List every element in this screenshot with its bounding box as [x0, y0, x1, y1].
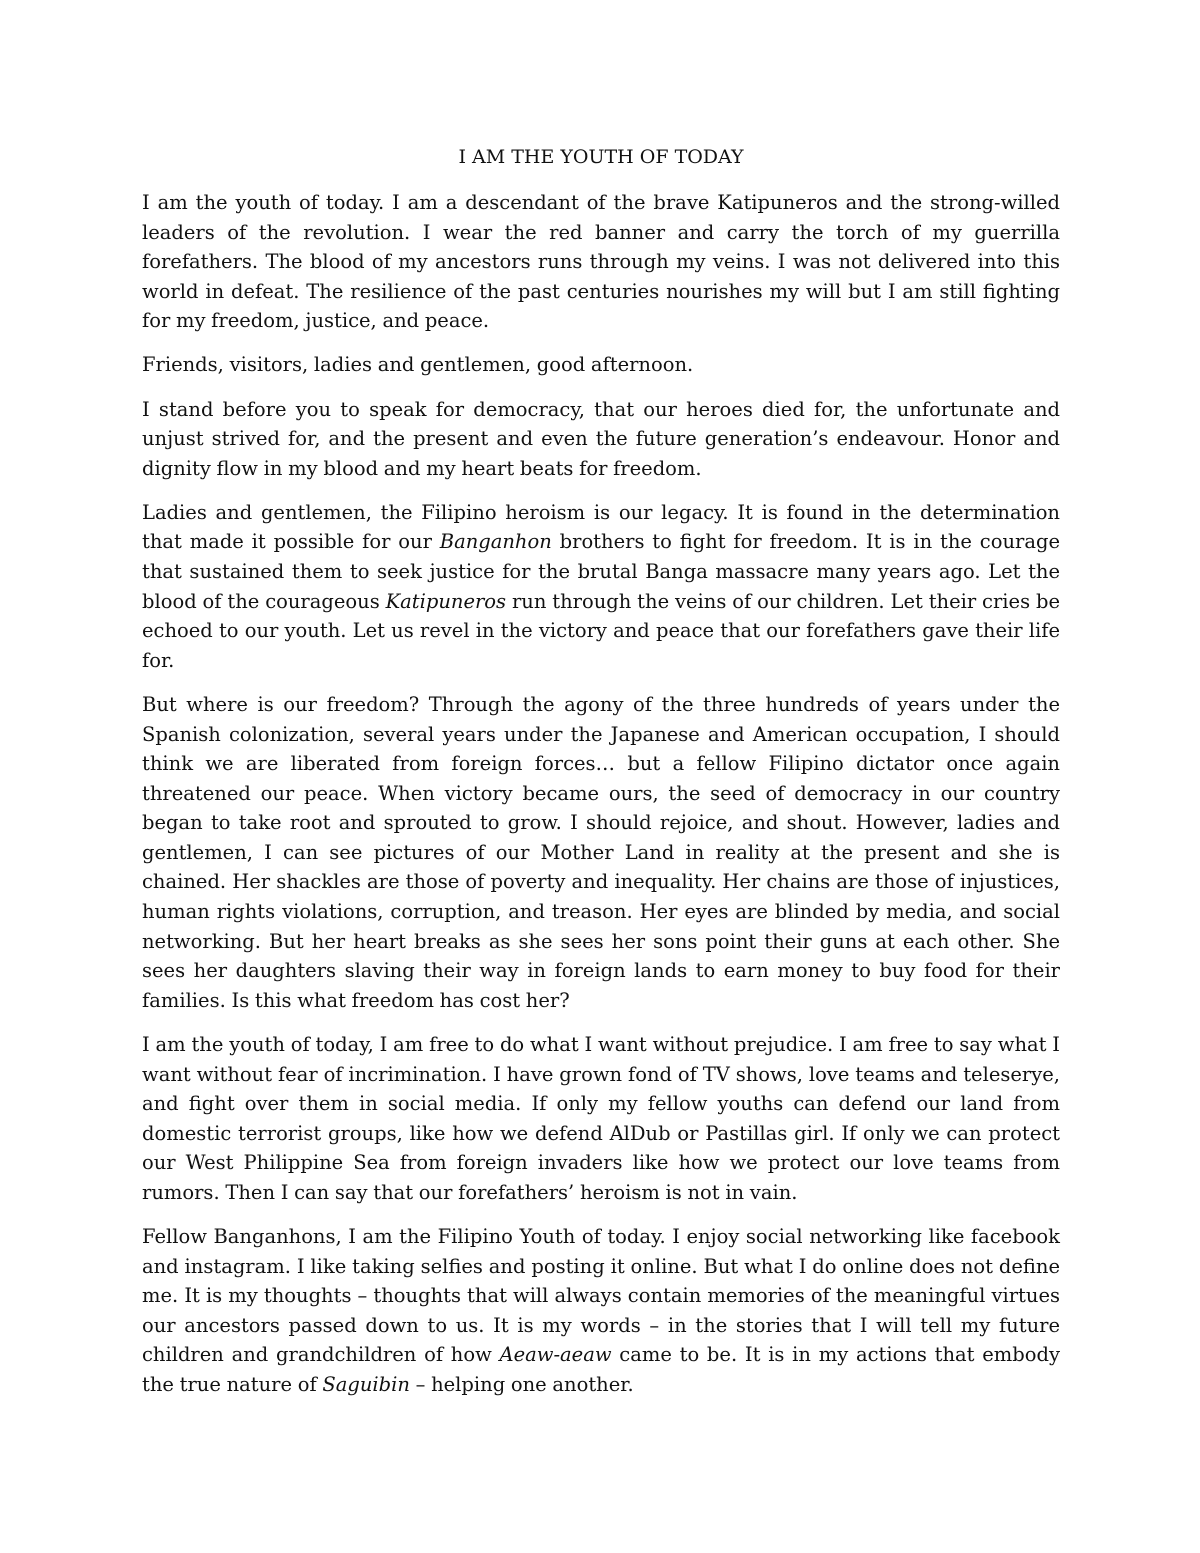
paragraph-2 — [142, 350, 1060, 380]
paragraph-text: brothers to fight for freedom. It is in the courage that sustained them to seek justice for the brutal Banga massacre many years ago. Let the blood of the courageous — [142, 530, 1060, 613]
paragraph-text: I am the youth of today, I am free to do what I want without prejudice. I am free to say what I want without fear of incrimination. I have grown fond of TV shows, love teams and teleserye, and fight over them in social media. If only my fellow youths can defend our land from domestic terrorist groups, like how we defend AlDub or Pastillas girl. If only we can protect our West Philippine Sea from foreign invaders like how we protect our love teams from rumors. Then I can say that our forefathers’ heroism is not in vain. — [142, 1032, 1060, 1204]
paragraph-text: run through the veins of our children. Let their cries be echoed to our youth. Let us revel in the victory and peace that our forefathers gave their life for. — [142, 589, 1060, 672]
paragraph-7 — [142, 1222, 1060, 1400]
document-page — [142, 143, 1060, 1414]
paragraph-4 — [142, 498, 1060, 676]
paragraph-text: – helping one another. — [409, 1372, 634, 1396]
paragraph-text: But where is our freedom? Through the agony of the three hundreds of years under the Spanish colonization, several years under the Japanese and American occupation, I should think we are liberated from foreign forces… but a fellow Filipino dictator once again threatened our peace. When victory became ours, the seed of democracy in our country began to take root and sprouted to grow. I should rejoice, and shout. However, ladies and gentlemen, I can see pictures of our Mother Land in reality at the present and she is chained. Her shackles are those of poverty and inequality. Her chains are those of injustices, human rights violations, corruption, and treason. Her eyes are blinded by media, and social networking. But her heart breaks as she sees her sons point their guns at each other. She sees her daughters slaving their way in foreign lands to earn money to buy food for their families. Is this what freedom has cost her? — [142, 692, 1060, 1012]
paragraph-3 — [142, 395, 1060, 484]
paragraph-5 — [142, 690, 1060, 1016]
paragraph-text: came to be. It is in my actions that embody the true nature of — [142, 1343, 1060, 1396]
italic-term: Katipuneros — [385, 589, 507, 613]
paragraph-text: I am the youth of today. I am a descendant of the brave Katipuneros and the strong-willed leaders of the revolution. I wear the red banner and carry the torch of my guerrilla forefathers. The blood of my ancestors runs through my veins. I was not delivered into this world in defeat. The resilience of the past centuries nourishes my will but I am still fighting for my freedom, justice, and peace. — [142, 191, 1060, 333]
paragraph-text: Fellow Banganhons, I am the Filipino Youth of today. I enjoy social networking like facebook and instagram. I like taking selfies and posting it online. But what I do online does not define me. It is my thoughts – thoughts that will always contain memories of the meaningful virtues our ancestors passed down to us. It is my words – in the stories that I will tell my future children and grandchildren of how — [142, 1225, 1060, 1367]
document-title: I AM THE YOUTH OF TODAY — [458, 146, 744, 168]
italic-term: Aeaw-aeaw — [499, 1343, 612, 1367]
italic-term: Banganhon — [439, 530, 552, 554]
paragraph-1 — [142, 188, 1060, 336]
paragraph-text: Ladies and gentlemen, the Filipino heroism is our legacy. It is found in the determination that made it possible for our — [142, 500, 1060, 554]
paragraph-text: I stand before you to speak for democracy, that our heroes died for, the unfortunate and unjust strived for, and the present and even the future generation’s endeavour. Honor and dignity flow in my blood and my heart beats for freedom. — [142, 397, 1060, 480]
italic-term: Saguibin — [322, 1372, 410, 1396]
paragraph-text: Friends, visitors, ladies and gentlemen, good afternoon. — [142, 353, 694, 377]
paragraph-6 — [142, 1030, 1060, 1208]
